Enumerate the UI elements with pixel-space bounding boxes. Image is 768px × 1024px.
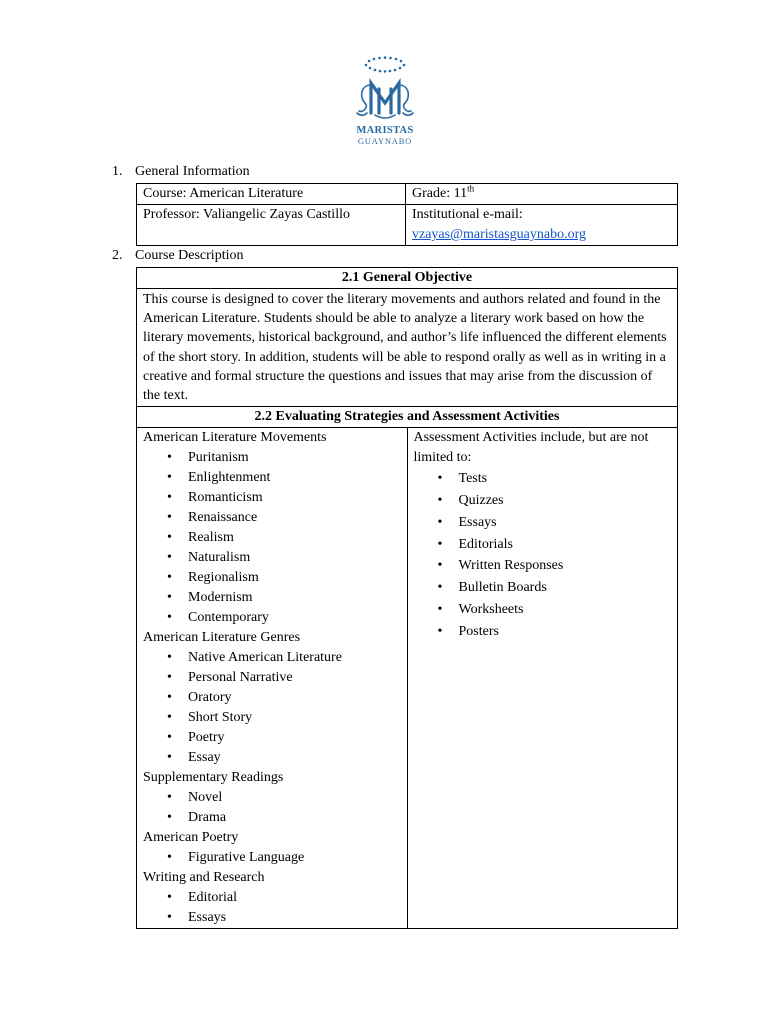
list-item: • Enlightenment — [143, 468, 401, 488]
section-number: 1. — [112, 164, 123, 179]
email-label: Institutional e-mail: — [412, 207, 523, 222]
list-item: • Renaissance — [143, 508, 401, 528]
evaluating-header: 2.2 Evaluating Strategies and Assessment Activities — [137, 407, 678, 428]
maristas-logo — [350, 55, 420, 150]
assessment-intro: Assessment Activities include, but are not limited to: — [413, 430, 649, 466]
email-link[interactable]: vzayas@maristasguaynabo.org — [412, 227, 586, 242]
email-cell — [406, 205, 678, 246]
course-cell: Course: American Literature — [137, 184, 406, 205]
list-item: • Essays — [143, 908, 401, 928]
general-objective-text: This course is designed to cover the literary movements and authors related and found in the American Literature. Students should be able to analyze a literary work based on how the literary movements, historical background, and author’s life influenced the different elements of the short story. In addition, students will be able to respond orally as well as in writing in a creative and formal structure the questions and issues that may arise from the discussion of the text. — [137, 289, 678, 407]
group-title: American Literature Genres — [143, 630, 301, 646]
list-item: • Drama — [143, 808, 401, 828]
section-title: General Information — [135, 164, 250, 179]
list-item: • Regionalism — [143, 568, 401, 588]
monogram-icon — [353, 55, 417, 123]
group-title: Writing and Research — [143, 870, 265, 886]
logo-subtitle: GUAYNABO — [357, 136, 413, 146]
section-course-description — [112, 247, 243, 265]
list-item: • Realism — [143, 528, 401, 548]
grade-cell: Grade: 11th — [406, 184, 678, 205]
list-item: • Editorials — [414, 534, 672, 556]
assessment-list — [414, 468, 672, 642]
list-item: • Oratory — [143, 688, 401, 708]
list-item: • Editorial — [143, 888, 401, 908]
section-general-information — [112, 163, 250, 181]
list-item: • Romanticism — [143, 488, 401, 508]
list-item: • Short Story — [143, 708, 401, 728]
list-item: • Novel — [143, 788, 401, 808]
movements-list — [143, 448, 401, 628]
list-item: • Essay — [143, 748, 401, 768]
general-objective-header: 2.1 General Objective — [137, 268, 678, 289]
list-item: • Native American Literature — [143, 648, 401, 668]
list-item: • Poetry — [143, 728, 401, 748]
grade-superscript: th — [467, 183, 475, 194]
list-item: • Bulletin Boards — [414, 577, 672, 599]
content-topics-cell — [137, 428, 408, 929]
list-item: • Personal Narrative — [143, 668, 401, 688]
list-item: • Quizzes — [414, 490, 672, 512]
assessment-activities-cell — [407, 428, 678, 929]
genres-list — [143, 648, 401, 768]
list-item: • Worksheets — [414, 599, 672, 621]
list-item: • Puritanism — [143, 448, 401, 468]
general-info-table — [136, 183, 678, 246]
logo-name: MARISTAS — [356, 125, 414, 136]
list-item: • Written Responses — [414, 555, 672, 577]
section-number: 2. — [112, 248, 123, 263]
course-description-table — [136, 267, 678, 929]
list-item: • Contemporary — [143, 608, 401, 628]
group-title: Supplementary Readings — [143, 770, 284, 786]
section-title: Course Description — [135, 248, 244, 263]
supplementary-list — [143, 788, 401, 828]
group-title: American Literature Movements — [143, 430, 327, 446]
list-item: • Naturalism — [143, 548, 401, 568]
writing-list — [143, 888, 401, 928]
group-title: American Poetry — [143, 830, 239, 846]
list-item: • Figurative Language — [143, 848, 401, 868]
list-item: • Modernism — [143, 588, 401, 608]
list-item: • Posters — [414, 621, 672, 643]
professor-cell: Professor: Valiangelic Zayas Castillo — [137, 205, 406, 246]
poetry-list — [143, 848, 401, 868]
list-item: • Essays — [414, 512, 672, 534]
list-item: • Tests — [414, 468, 672, 490]
